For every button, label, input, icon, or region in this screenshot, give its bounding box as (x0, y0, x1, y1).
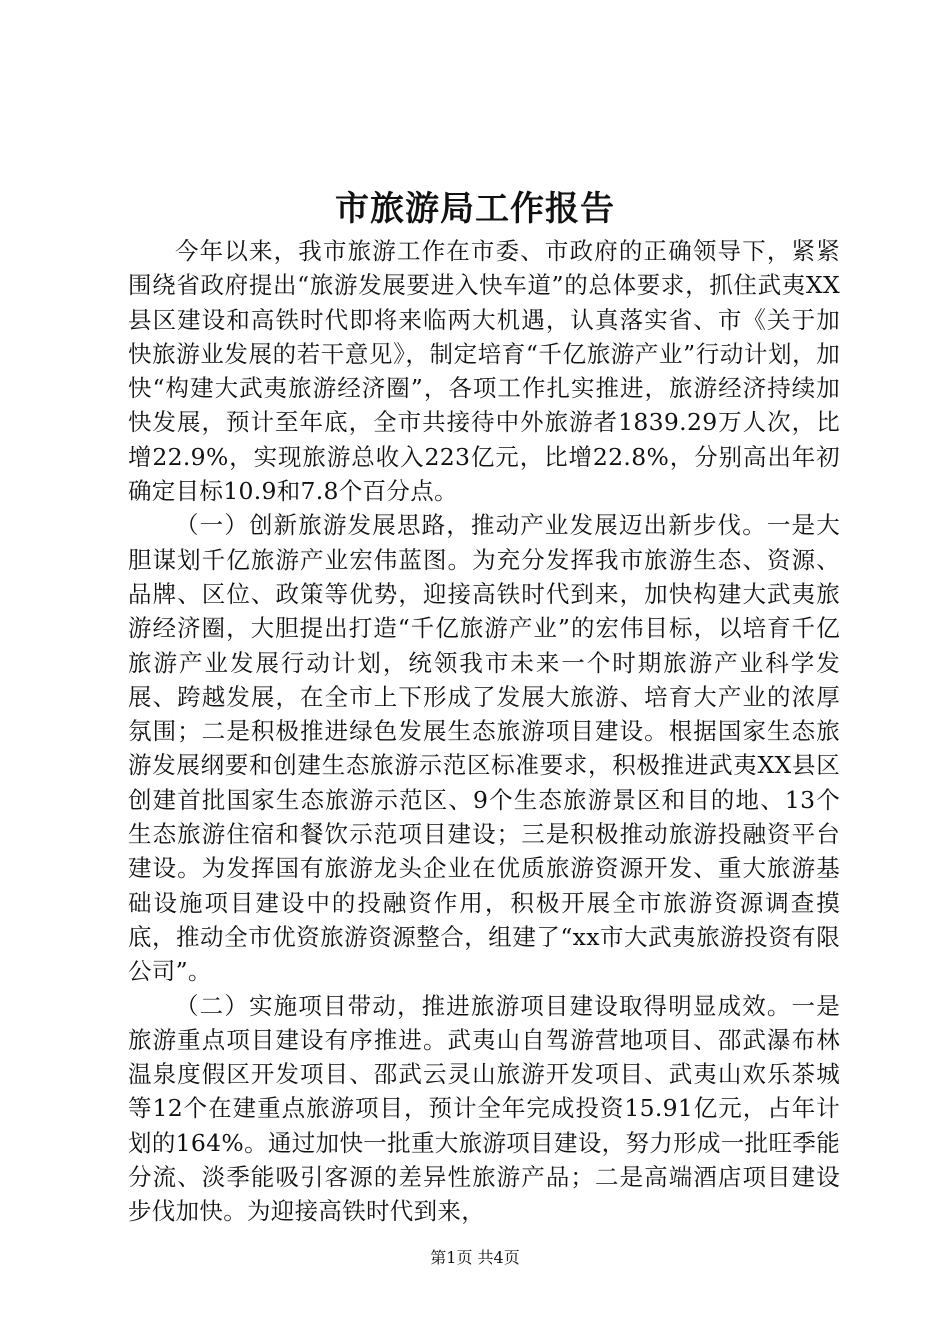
paragraph-intro: 今年以来，我市旅游工作在市委、市政府的正确领导下，紧紧围绕省政府提出“旅游发展要进入快车道”的总体要求，抓住武夷XX县区建设和高铁时代即将来临两大机遇，认真落实省、市《关于加快旅游业发展的若干意见》，制定培育“千亿旅游产业”行动计划，加快“构建大武夷旅游经济圈”，各项工作扎实推进，旅游经济持续加快发展，预计至年底，全市共接待中外旅游者1839.29万人次，比增22.9%，实现旅游总收入223亿元，比增22.8%，分别高出年初确定目标10.9和7.8个百分点。 (128, 237, 840, 506)
page-number-footer: 第1页 共4页 (430, 1248, 520, 1267)
document-body (128, 234, 840, 1229)
paragraph-section-1: （一）创新旅游发展思路，推动产业发展迈出新步伐。一是大胆谋划千亿旅游产业宏伟蓝图。为充分发挥我市旅游生态、资源、品牌、区位、政策等优势，迎接高铁时代到来，加快构建大武夷旅游经济圈，大胆提出打造“千亿旅游产业”的宏伟目标，以培育千亿旅游产业发展行动计划，统领我市未来一个时期旅游产业科学发展、跨越发展，在全市上下形成了发展大旅游、培育大产业的浓厚氛围；二是积极推进绿色发展生态旅游项目建设。根据国家生态旅游发展纲要和创建生态旅游示范区标准要求，积极推进武夷XX县区创建首批国家生态旅游示范区、9个生态旅游景区和目的地、13个生态旅游住宿和餐饮示范项目建设；三是积极推动旅游投融资平台建设。为发挥国有旅游龙头企业在优质旅游资源开发、重大旅游基础设施项目建设中的投融资作用，积极开展全市旅游资源调查摸底，推动全市优资旅游资源整合，组建了“xx市大武夷旅游投资有限公司”。 (128, 511, 840, 986)
paragraph-section-2: （二）实施项目带动，推进旅游项目建设取得明显成效。一是旅游重点项目建设有序推进。武夷山自驾游营地项目、邵武瀑布林温泉度假区开发项目、邵武云灵山旅游开发项目、武夷山欢乐茶城等12个在建重点旅游项目，预计全年完成投资15.91亿元，占年计划的164%。通过加快一批重大旅游项目建设，努力形成一批旺季能分流、淡季能吸引客源的差异性旅游产品；二是高端酒店项目建设步伐加快。为迎接高铁时代到来， (128, 991, 840, 1226)
document-title: 市旅游局工作报告 (335, 189, 615, 229)
